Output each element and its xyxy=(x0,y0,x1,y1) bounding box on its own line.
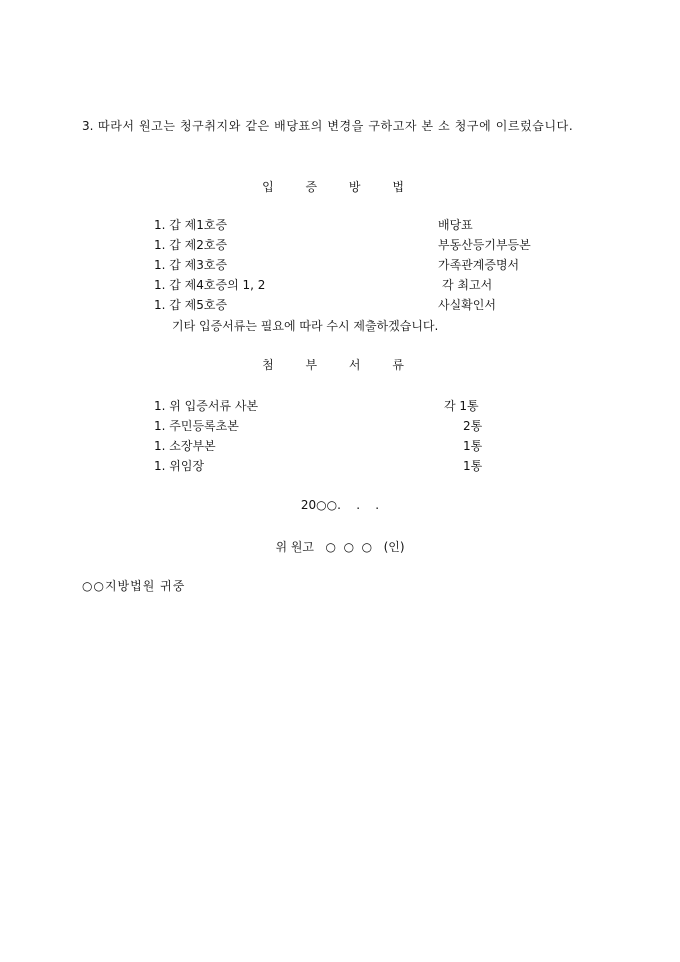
attachment-label: 1. 위임장 xyxy=(154,459,205,473)
evidence-label: 1. 갑 제3호증 xyxy=(154,258,228,272)
evidence-heading: 입 증 방 법 xyxy=(262,180,418,194)
attachment-item xyxy=(154,417,554,437)
evidence-item xyxy=(154,296,554,316)
attachment-item xyxy=(154,397,554,417)
court-addressee: ○○지방법원 귀중 xyxy=(82,579,186,593)
filing-date: 20○○. . . xyxy=(300,498,380,512)
claim-paragraph xyxy=(82,116,602,137)
evidence-note: 기타 입증서류는 필요에 따라 수시 제출하겠습니다. xyxy=(172,319,439,333)
attachment-value: 2통 xyxy=(463,419,483,433)
evidence-value: 배당표 xyxy=(438,218,473,232)
evidence-value: 가족관계증명서 xyxy=(438,258,520,272)
evidence-label: 1. 갑 제1호증 xyxy=(154,218,228,232)
evidence-label: 1. 갑 제4호증의 1, 2 xyxy=(154,278,266,292)
attachment-item xyxy=(154,437,554,457)
attachment-label: 1. 주민등록초본 xyxy=(154,419,239,433)
evidence-label: 1. 갑 제2호증 xyxy=(154,238,228,252)
attachments-heading: 첨 부 서 류 xyxy=(262,358,418,372)
evidence-label: 1. 갑 제5호증 xyxy=(154,298,228,312)
attachment-value: 1통 xyxy=(463,439,483,453)
evidence-item xyxy=(154,276,554,296)
evidence-value: 사실확인서 xyxy=(438,298,496,312)
paragraph-text: 따라서 원고는 청구취지와 같은 배당표의 변경을 구하고자 본 소 청구에 이르렀습니다. xyxy=(98,119,574,133)
evidence-item xyxy=(154,236,554,256)
attachment-label: 1. 소장부본 xyxy=(154,439,216,453)
evidence-value: 부동산등기부등본 xyxy=(438,238,531,252)
attachment-value: 1통 xyxy=(463,459,483,473)
paragraph-number: 3. xyxy=(82,119,94,133)
evidence-item xyxy=(154,256,554,276)
evidence-item xyxy=(154,216,554,236)
plaintiff-signature: 위 원고 ○ ○ ○ (인) xyxy=(275,540,405,554)
attachment-label: 1. 위 입증서류 사본 xyxy=(154,399,259,413)
attachment-item xyxy=(154,457,554,477)
evidence-value: 각 최고서 xyxy=(442,278,493,292)
attachment-value: 각 1통 xyxy=(444,399,479,413)
